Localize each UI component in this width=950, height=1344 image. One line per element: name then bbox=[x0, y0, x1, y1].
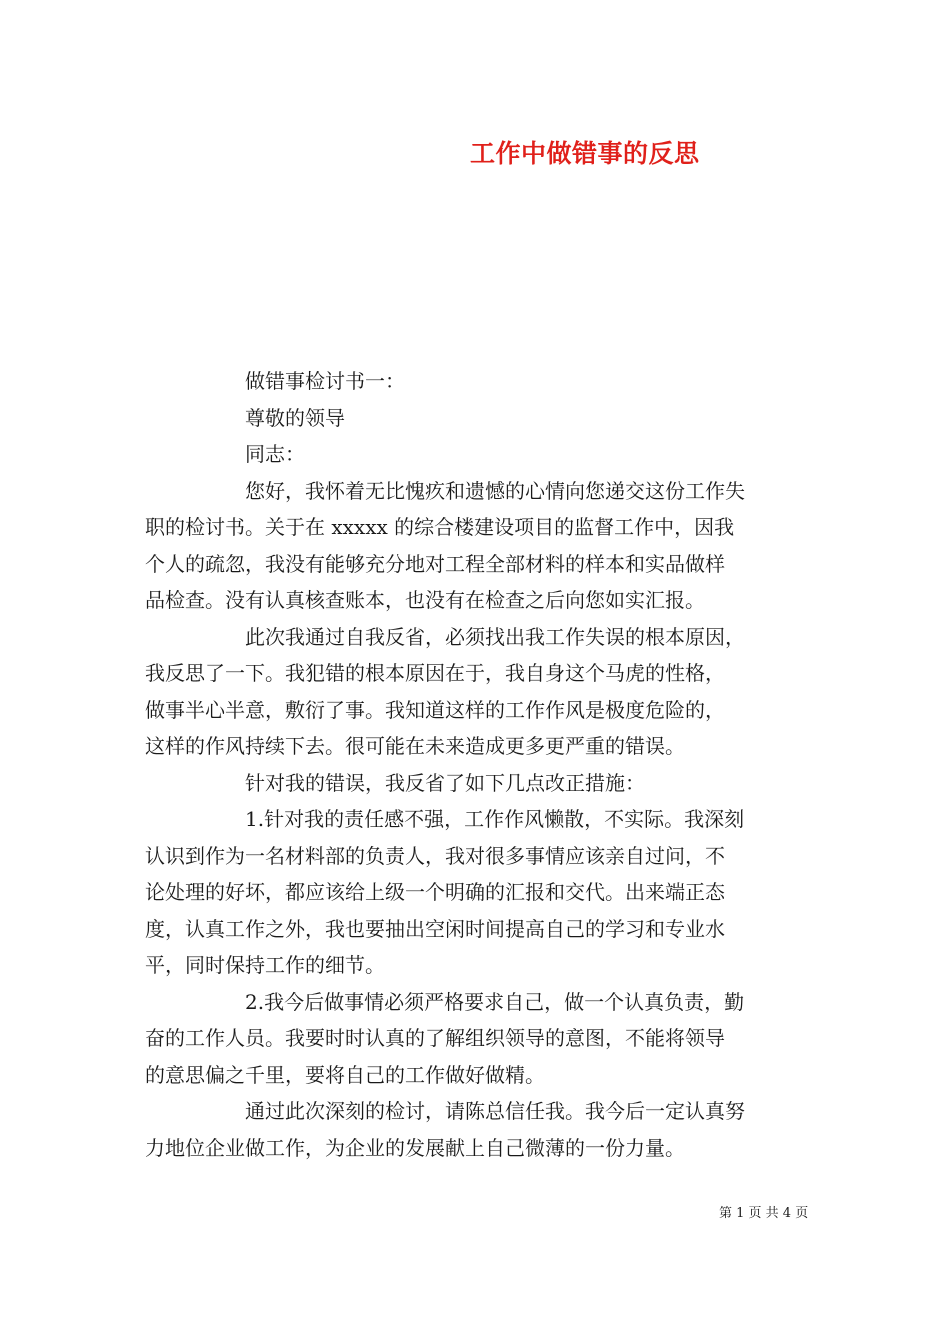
body-line: 的意思偏之千里，要将自己的工作做好做精。 bbox=[145, 1062, 545, 1087]
body-line: 1.针对我的责任感不强，工作作风懒散，不实际。我深刻 bbox=[245, 807, 745, 831]
body-line: 此次我通过自我反省，必须找出我工作失误的根本原因， bbox=[245, 624, 745, 649]
body-line: 尊敬的领导 bbox=[245, 405, 345, 430]
document-title: 工作中做错事的反思 bbox=[470, 139, 700, 168]
body-line: 平，同时保持工作的细节。 bbox=[145, 953, 385, 977]
body-line: 同志： bbox=[245, 442, 305, 466]
body-line: 论处理的好坏，都应该给上级一个明确的汇报和交代。出来端正态 bbox=[145, 880, 725, 904]
body-line: 2.我今后做事情必须严格要求自己，做一个认真负责，勤 bbox=[245, 989, 745, 1014]
body-line: 个人的疏忽，我没有能够充分地对工程全部材料的样本和实品做样 bbox=[145, 551, 725, 576]
body-line: 度，认真工作之外，我也要抽出空闲时间提高自己的学习和专业水 bbox=[145, 916, 725, 941]
body-line: 这样的作风持续下去。很可能在未来造成更多更严重的错误。 bbox=[145, 734, 685, 758]
page-footer: 第 1 页 共 4 页 bbox=[719, 1206, 809, 1221]
body-line: 做事半心半意，敷衍了事。我知道这样的工作作风是极度危险的， bbox=[145, 697, 725, 722]
document-body bbox=[145, 363, 809, 1166]
body-line: 通过此次深刻的检讨，请陈总信任我。我今后一定认真努 bbox=[245, 1099, 745, 1123]
body-line: 奋的工作人员。我要时时认真的了解组织领导的意图，不能将领导 bbox=[145, 1026, 725, 1050]
body-line: 做错事检讨书一： bbox=[245, 369, 405, 393]
body-line: 力地位企业做工作，为企业的发展献上自己微薄的一份力量。 bbox=[145, 1135, 685, 1160]
body-line: 您好，我怀着无比愧疚和遗憾的心情向您递交这份工作失 bbox=[245, 478, 745, 503]
body-line: 针对我的错误，我反省了如下几点改正措施： bbox=[245, 770, 645, 795]
body-line: 我反思了一下。我犯错的根本原因在于，我自身这个马虎的性格， bbox=[145, 661, 725, 685]
body-line: 职的检讨书。关于在 xxxxx 的综合楼建设项目的监督工作中，因我 bbox=[145, 515, 735, 539]
body-line: 品检查。没有认真核查账本，也没有在检查之后向您如实汇报。 bbox=[145, 588, 705, 612]
body-line: 认识到作为一名材料部的负责人，我对很多事情应该亲自过问，不 bbox=[145, 843, 725, 868]
